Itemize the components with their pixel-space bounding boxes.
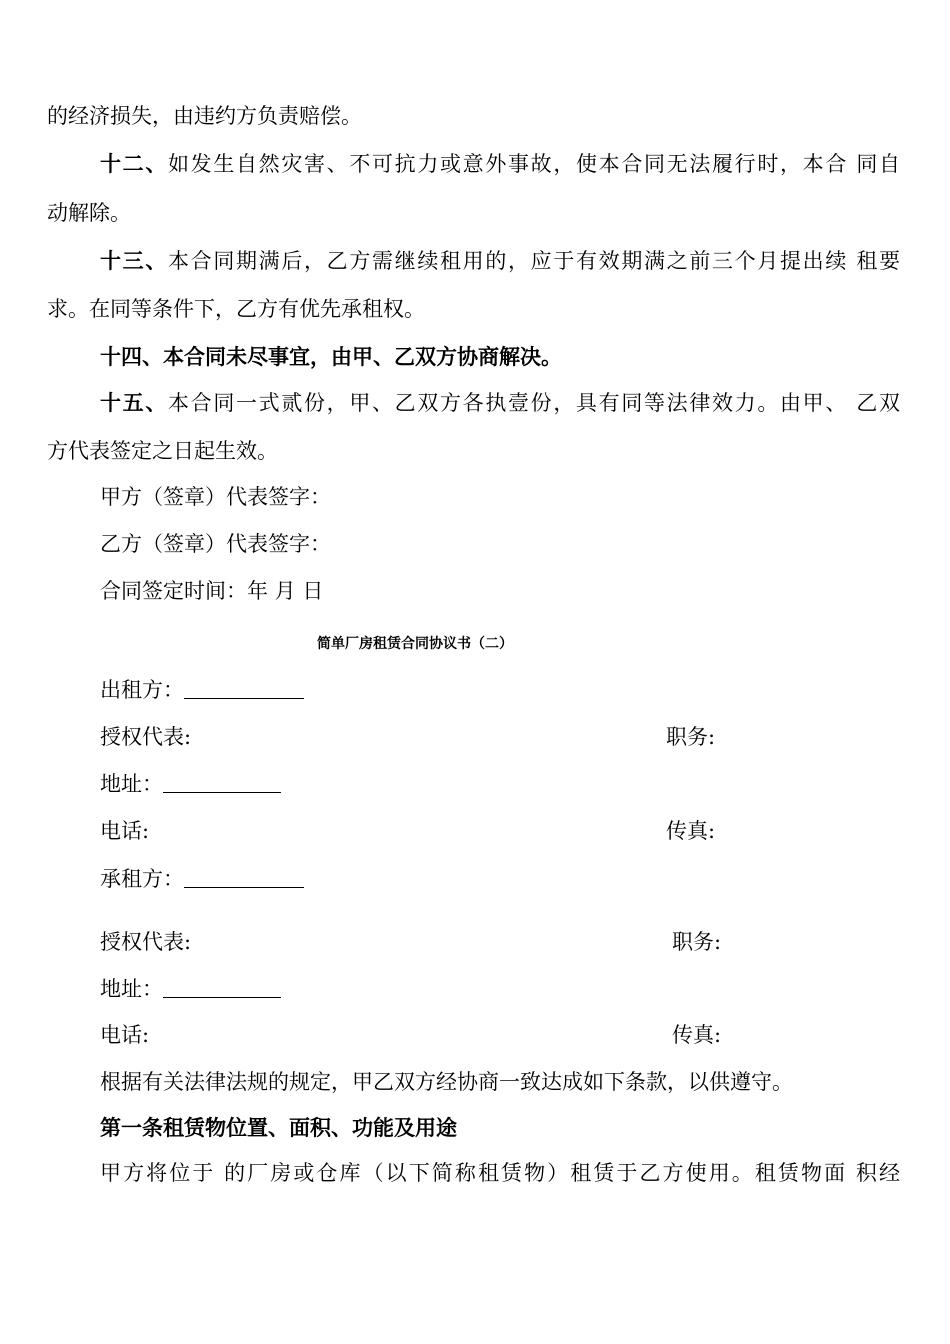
lessor-fax-label: 传真: (666, 819, 716, 843)
lessor-name-label: 出租方： (100, 678, 184, 702)
lessee-address-label: 地址： (100, 977, 163, 1001)
lessor-rep-label: 授权代表: (100, 725, 192, 749)
article-1-text: 甲方将位于 的厂房或仓库（以下简称租赁物）租赁于乙方使用。租赁物面 积经 (100, 1161, 900, 1185)
lessee-name-row (100, 864, 304, 894)
lessee-name-label: 承租方： (100, 867, 184, 891)
clause-13-line1 (100, 246, 900, 276)
lessee-address-blank[interactable] (163, 979, 281, 998)
party-b-signature-label: 乙方（签章）代表签字： (100, 532, 331, 556)
lessee-name-blank[interactable] (184, 869, 304, 888)
clause-12-number: 十二、 (100, 151, 168, 176)
lessor-address-blank[interactable] (163, 774, 281, 793)
lessor-phone-label: 电话: (100, 819, 150, 843)
article-1-heading: 第一条租赁物位置、面积、功能及用途 (100, 1115, 457, 1140)
lessor-address-row (100, 769, 281, 799)
clause-14: 十四、本合同未尽事宜，由甲、乙双方协商解决。 (100, 344, 562, 369)
party-a-signature-label: 甲方（签章）代表签字： (100, 485, 331, 509)
clause-12-text: 如发生自然灾害、不可抗力或意外事故，使本合同无法履行时，本合 同自 (168, 152, 900, 176)
lessee-fax-label: 传真: (672, 1023, 722, 1047)
lessor-name-row (100, 675, 304, 705)
clause-15-line1 (100, 388, 900, 418)
preamble: 根据有关法律法规的规定，甲乙双方经协商一致达成如下条款，以供遵守。 (100, 1070, 793, 1094)
lessee-title-label: 职务: (672, 930, 722, 954)
clause-13-text: 本合同期满后，乙方需继续租用的，应于有效期满之前三个月提出续 租要 (168, 249, 900, 273)
clause-11-tail: 的经济损失，由违约方负责赔偿。 (47, 104, 362, 128)
clause-13-number: 十三、 (100, 248, 168, 273)
contract-2-title: 简单厂房租赁合同协议书（二） (317, 636, 513, 652)
signing-date-label: 合同签定时间：年 月 日 (100, 579, 324, 603)
lessor-title-label: 职务: (666, 725, 716, 749)
lessor-address-label: 地址： (100, 772, 163, 796)
clause-12-line1 (100, 149, 900, 179)
clause-15-number: 十五、 (100, 390, 168, 415)
clause-12-line2: 动解除。 (47, 201, 131, 225)
clause-13-line2: 求。在同等条件下，乙方有优先承租权。 (47, 297, 425, 321)
lessee-address-row (100, 974, 281, 1004)
clause-15-text: 本合同一式贰份，甲、乙双方各执壹份，具有同等法律效力。由甲、 乙双 (168, 391, 900, 415)
lessor-name-blank[interactable] (184, 680, 304, 699)
lessee-phone-label: 电话: (100, 1023, 150, 1047)
lessee-rep-label: 授权代表: (100, 930, 192, 954)
clause-15-line2: 方代表签定之日起生效。 (47, 439, 278, 463)
